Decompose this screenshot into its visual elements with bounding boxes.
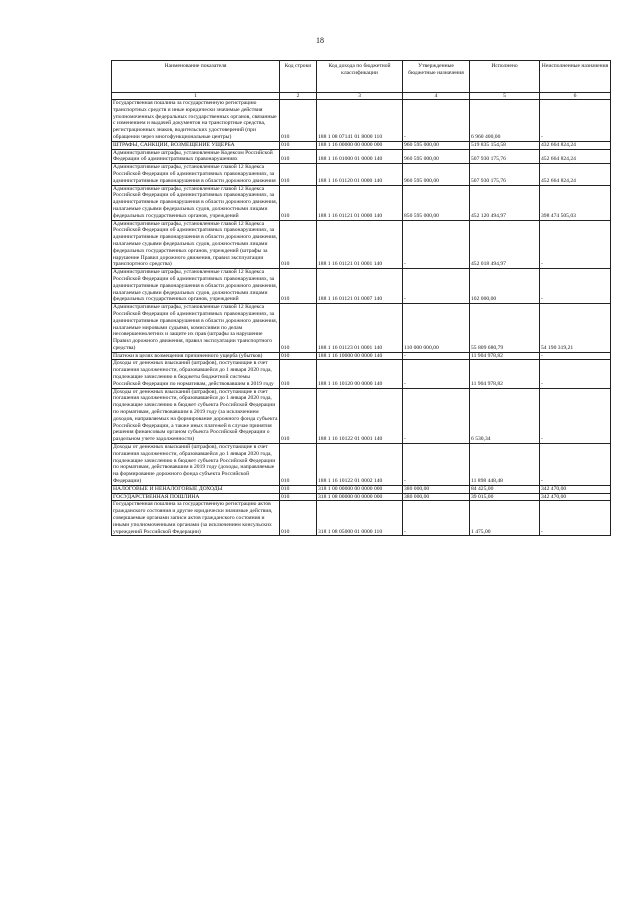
table-row (112, 141, 611, 149)
table-body (112, 100, 611, 536)
table-row (112, 304, 611, 353)
row-income-code: 188 1 16 10120 00 0000 140 (317, 360, 403, 388)
row-income-code: 188 1 16 00000 00 0000 000 (317, 141, 403, 149)
row-approved: - (403, 100, 470, 142)
row-income-code: 318 1 08 00000 00 0000 000 (317, 493, 403, 501)
row-name: Административные штрафы, установленные главой 12 Кодекса Российской Федерации об административных правонарушениях, за административные правонарушения в области дорожного движения, налагаемые судьями федеральных судов, должностными лицами федеральных государственных органов, учреждений (112, 185, 280, 220)
row-unexecuted: 452 664 824,24 (540, 149, 611, 164)
row-executed: 11 904 978,82 (470, 360, 540, 388)
row-approved: - (403, 220, 470, 269)
table-header-row (112, 61, 611, 93)
row-executed: 452 120 494,97 (470, 185, 540, 220)
row-unexecuted: 432 664 824,24 (540, 141, 611, 149)
row-executed: 507 930 175,76 (470, 164, 540, 185)
row-income-code: 188 1 16 01120 01 0000 140 (317, 164, 403, 185)
table-row (112, 100, 611, 142)
row-executed: 55 809 680,79 (470, 304, 540, 353)
row-executed: 84 425,00 (470, 485, 540, 493)
row-line-code: 010 (280, 141, 317, 149)
row-executed: 452 018 494,97 (470, 220, 540, 269)
row-name: Административные штрафы, установленные главой 12 Кодекса Российской Федерации об административных правонарушениях, за административные правонарушения в области дорожного движения, налагаемые судьями федеральных судов, должностными лицами федеральных государственных органов, учреждений (штрафы за нарушение Правил дорожного движения, правил эксплуатации транспортного средства) (112, 220, 280, 269)
row-approved: 960 595 000,00 (403, 149, 470, 164)
table-row (112, 149, 611, 164)
table-row (112, 388, 611, 443)
column-number: 2 (280, 93, 317, 100)
row-name: Государственная пошлина за государственную регистрацию актов гражданского состояния и другие юридически значимые действия, совершаемые органами записи актов гражданского состояния и иными уполномоченными органами (за исключением консульских учреждений Российской Федерации) (112, 501, 280, 536)
row-name: Доходы от денежных взысканий (штрафов), поступающие в счет погашения задолженности, образовавшейся до 1 января 2020 года, подлежащие зачислению в бюджеты бюджетной системы Российской Федерации по нормативам, действовавшим в 2019 году (112, 360, 280, 388)
table-row (112, 185, 611, 220)
row-name: Административные штрафы, установленные главой 12 Кодекса Российской Федерации об административных правонарушениях, за административные правонарушения в области дорожного движения, налагаемые мировыми судьями, комиссиями по делам несовершеннолетних и защите их прав (штрафы за нарушение Правил дорожного движения, правил эксплуатации транспортного средства) (112, 304, 280, 353)
row-unexecuted: 452 664 824,24 (540, 164, 611, 185)
row-line-code: 010 (280, 352, 317, 360)
row-line-code: 010 (280, 493, 317, 501)
row-approved: - (403, 501, 470, 536)
row-line-code: 010 (280, 100, 317, 142)
row-name: ШТРАФЫ, САНКЦИИ, ВОЗМЕЩЕНИЕ УЩЕРБА (112, 141, 280, 149)
row-unexecuted: 342 470,00 (540, 493, 611, 501)
row-income-code: 188 1 16 01123 01 0001 140 (317, 304, 403, 353)
table-row (112, 164, 611, 185)
row-income-code: 188 1 08 07141 01 8000 110 (317, 100, 403, 142)
header-unexecuted: Неисполненные назначения (540, 61, 611, 93)
table-row (112, 220, 611, 269)
row-approved: - (403, 269, 470, 304)
column-number: 6 (540, 93, 611, 100)
row-executed: 507 930 175,76 (470, 149, 540, 164)
table-row (112, 485, 611, 493)
row-name: Государственная пошлина за государственную регистрацию транспортных средств и иные юридически значимые действия уполномоченных федеральных государственных органов, связанные с изменением и выдачей документов на транспортные средства, регистрационных знаков, водительских удостоверений (при обращении через многофункциональные центры) (112, 100, 280, 142)
row-approved: - (403, 444, 470, 486)
row-unexecuted: - (540, 444, 611, 486)
row-income-code: 188 1 16 10122 01 0001 140 (317, 388, 403, 443)
row-income-code: 188 1 16 01121 01 0001 140 (317, 220, 403, 269)
row-income-code: 318 1 08 05000 01 0000 110 (317, 501, 403, 536)
page-number: 18 (316, 36, 324, 45)
row-income-code: 188 1 16 01121 01 0007 140 (317, 269, 403, 304)
table-row (112, 352, 611, 360)
row-approved: 960 595 000,00 (403, 141, 470, 149)
row-line-code: 010 (280, 444, 317, 486)
income-table (111, 60, 611, 536)
header-income-code: Код дохода по бюджетной классификации (317, 61, 403, 93)
header-name: Наименование показателя (112, 61, 280, 93)
row-line-code: 010 (280, 269, 317, 304)
row-executed: 6 530,34 (470, 388, 540, 443)
row-approved: 850 595 000,00 (403, 185, 470, 220)
row-name: НАЛОГОВЫЕ И НЕНАЛОГОВЫЕ ДОХОДЫ (112, 485, 280, 493)
column-number: 4 (403, 93, 470, 100)
table-row (112, 493, 611, 501)
row-approved: 380 000,00 (403, 493, 470, 501)
row-name: Административные штрафы, установленные Кодексом Российской Федерации об административных правонарушениях (112, 149, 280, 164)
column-number-row (112, 93, 611, 100)
row-approved: - (403, 388, 470, 443)
row-line-code: 010 (280, 485, 317, 493)
table-row (112, 444, 611, 486)
row-approved: 380 000,00 (403, 485, 470, 493)
row-unexecuted: - (540, 100, 611, 142)
row-income-code: 318 1 00 00000 00 0000 000 (317, 485, 403, 493)
row-approved: 960 595 000,00 (403, 164, 470, 185)
row-unexecuted: - (540, 220, 611, 269)
row-unexecuted: - (540, 269, 611, 304)
row-line-code: 010 (280, 164, 317, 185)
row-unexecuted: - (540, 388, 611, 443)
row-line-code: 010 (280, 185, 317, 220)
row-income-code: 188 1 16 10000 00 0000 140 (317, 352, 403, 360)
column-number: 5 (470, 93, 540, 100)
table-row (112, 269, 611, 304)
row-line-code: 010 (280, 388, 317, 443)
row-executed: 519 835 154,58 (470, 141, 540, 149)
row-unexecuted: 54 190 319,21 (540, 304, 611, 353)
row-approved: 110 000 000,00 (403, 304, 470, 353)
row-income-code: 188 1 16 01121 01 0000 140 (317, 185, 403, 220)
row-executed: 102 000,00 (470, 269, 540, 304)
row-name: Административные штрафы, установленные главой 12 Кодекса Российской Федерации об административных правонарушениях, за административные правонарушения в области дорожного движения (112, 164, 280, 185)
row-unexecuted: 342 470,00 (540, 485, 611, 493)
row-line-code: 010 (280, 149, 317, 164)
table-row (112, 360, 611, 388)
column-number: 1 (112, 93, 280, 100)
row-line-code: 010 (280, 360, 317, 388)
column-number: 3 (317, 93, 403, 100)
row-unexecuted: - (540, 352, 611, 360)
row-unexecuted: 398 474 505,03 (540, 185, 611, 220)
row-name: Административные штрафы, установленные главой 12 Кодекса Российской Федерации об административных правонарушениях, за административные правонарушения в области дорожного движения, налагаемые судьями федеральных судов, должностными лицами федеральных государственных органов, учреждений (112, 269, 280, 304)
row-name: ГОСУДАРСТВЕННАЯ ПОШЛИНА (112, 493, 280, 501)
row-executed: 11 898 448,48 (470, 444, 540, 486)
row-executed: 39 015,00 (470, 493, 540, 501)
row-line-code: 010 (280, 501, 317, 536)
header-line-code: Код строки (280, 61, 317, 93)
row-income-code: 188 1 16 10122 01 0002 140 (317, 444, 403, 486)
row-executed: 1 475,00 (470, 501, 540, 536)
header-approved: Утвержденные бюджетные назначения (403, 61, 470, 93)
row-name: Доходы от денежных взысканий (штрафов), поступающие в счет погашения задолженности, образовавшейся до 1 января 2020 года, подлежащие зачислению в бюджет субъекта Российской Федерации по нормативам, действовавшим в 2019 году (за исключением доходов, направляемых на формирование дорожного фонда субъекта Российской Федерации, а также иных платежей в случае принятия решения финансовым органом субъекта Российской Федерации о раздельном учете задолженности) (113, 388, 278, 443)
table-row (112, 501, 611, 536)
row-executed: 11 904 978,82 (470, 352, 540, 360)
row-unexecuted: - (540, 501, 611, 536)
row-line-code: 010 (280, 304, 317, 353)
row-executed: 6 960 400,00 (470, 100, 540, 142)
row-unexecuted: - (540, 360, 611, 388)
row-line-code: 010 (280, 220, 317, 269)
row-approved: - (403, 360, 470, 388)
row-name: Платежи в целях возмещения причиненного ущерба (убытков) (112, 352, 280, 360)
row-approved: - (403, 352, 470, 360)
row-name: Доходы от денежных взысканий (штрафов), поступающие в счет погашения задолженности, образовавшейся до 1 января 2020 года, подлежащие зачислению в бюджет субъекта Российской Федерации по нормативам, действовавшим в 2019 году (доходы, направляемые на формирование дорожного фонда субъекта Российской Федерации) (112, 444, 280, 486)
row-income-code: 188 1 16 01000 01 0000 140 (317, 149, 403, 164)
header-executed: Исполнено (470, 61, 540, 93)
